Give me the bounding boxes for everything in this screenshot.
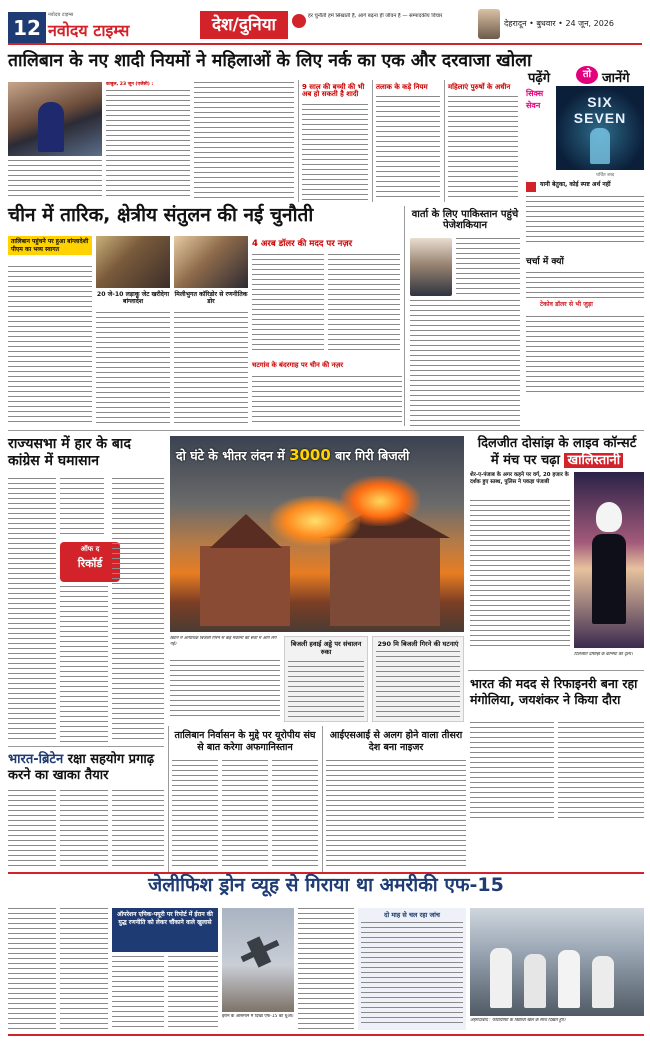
taliban-photo <box>8 82 102 156</box>
page-number: 12 <box>8 12 46 44</box>
china-sub-dollar: 4 अरब डॉलर की मदद पर नज़र <box>252 239 353 249</box>
london-box1-title: बिजली हवाई अड्डे पर संचालन रुका <box>290 640 362 656</box>
masthead-quote: हर चुनौती हमें सिखाती है, आगे बढ़ना ही जीवन है — सम्पादकीय विचार <box>308 13 443 19</box>
poster-line2: SEVEN <box>573 110 627 126</box>
brand-logo: नवोदय टाइम्स <box>48 21 130 40</box>
six-seven-poster <box>556 86 644 170</box>
london-caption: ब्रिटेन में अत्यधिक बिजली गिरने से कई मकानों की छतों में आग लग गई। <box>170 636 277 647</box>
sidebar-label-bottom: सेवन <box>526 101 541 110</box>
masthead-date-value: 24 जून, 2026 <box>565 19 614 28</box>
isis-headline: आईएसआई से अलग होने वाला तीसरा देश बना नाइजर <box>329 730 463 753</box>
diljit-photo <box>574 472 644 648</box>
off-the-record-badge <box>60 542 120 582</box>
diljit-headline <box>470 436 644 469</box>
congress-headline: राज्यसभा में हार के बाद कांग्रेस में घमासान <box>8 436 131 469</box>
taliban-sub2: तलाक के कड़े नियम <box>376 83 428 91</box>
pakistan-headline: वार्ता के लिए पाकिस्तान पहुंचे पेजेशकियान <box>411 209 519 231</box>
sidebar-title <box>526 66 644 86</box>
china-cap2: मिलीभुगत कॉरिडोर से रणनीतिक डोर <box>174 291 248 305</box>
masthead-date: देहरादून • बुधवार • 24 जून, 2026 <box>504 19 614 28</box>
china-sub-chittagong: चटगांव के बंदरगाह पर चीन की नज़र <box>252 361 344 369</box>
sidebar-sub3: टेकोव डॉलर से भी जुड़ा <box>540 301 593 308</box>
london-box2-title: 290 मि बिजली गिरने की घटनाएं <box>377 640 459 648</box>
taliban-dateline: काबुल, 23 जून (एजेंसी) : <box>106 82 154 87</box>
diljit-caption: दिलजीत दोसांझ के कॉन्सर्ट का दृश्य। <box>574 652 633 657</box>
india-britain-blue: भारत-ब्रिटेन <box>8 752 64 767</box>
diljit-headline-b: में मंच पर चढ़ा <box>490 453 560 468</box>
jellyfish-box-left: ऑपरेशन एपिक-फ्यूरी पर रिपोर्ट में ईरान की युद्ध रणनीति को लेकर चौंकाने वाले खुलासे <box>112 908 218 952</box>
taliban-eu-headline: तालिबान निर्वासन के मुद्दे पर यूरोपीय संघ से बात करेगा अफगानिस्तान <box>174 730 316 753</box>
taliban-headline: तालिबान के नए शादी नियमों ने महिलाओं के लिए नर्क का एक और दरवाजा खोला <box>8 51 532 71</box>
china-box-text: तालिबान पहुंचने पर हुआ बांग्लादेशी पीएम का भव्य स्वागत <box>8 236 92 255</box>
china-photo1 <box>96 236 170 288</box>
diljit-sub: शेर-ए-पंजाब के अगर कहने पर वर्ग, 20 हजार के दर्शक हुए स्तब्ध, पुलिस ने पकड़ा पंजाबी <box>470 472 569 485</box>
badge-bottom: रिकॉर्ड <box>77 557 103 570</box>
london-headline-post: बार गिरी बिजली <box>330 448 410 463</box>
sidebar-label-top: सिक्स <box>526 89 544 98</box>
masthead-city: देहरादून <box>504 19 527 28</box>
section-title: देश/दुनिया <box>200 11 288 39</box>
sidebar-credit: चर्चित शब्द <box>596 173 615 178</box>
china-photo2 <box>174 236 248 288</box>
badge-top: ऑफ द <box>80 545 100 553</box>
london-headline-pre: दो घंटे के भीतर लंदन में <box>176 448 290 463</box>
jellyfish-caption: ईरान के आसमान में दिखा एफ-15 का धुआं। <box>222 1014 294 1019</box>
masthead-day: बुधवार <box>536 19 556 28</box>
poster-line1: SIX <box>587 94 613 110</box>
jellyfish-headline: जेलीफिश ड्रोन व्यूह से गिराया था अमरीकी एफ-15 <box>148 874 504 896</box>
masthead-rule <box>8 43 642 45</box>
sidebar-title-badge: तो <box>576 66 598 84</box>
london-box2 <box>372 636 464 722</box>
india-britain-rest: रक्षा सहयोग प्रगाढ़ करने का खाका तैयार <box>8 752 155 783</box>
sidebar-sub2: चर्चा में क्यों <box>526 257 564 267</box>
taliban-sub3: महिलाएं पुरुषों के अधीन <box>448 83 511 91</box>
drone-caption: अहमदाबाद : फोटोग्राफी के विद्यार्थी खेल के साथ दिखते हुए। <box>470 1018 566 1023</box>
jellyfish-box-right <box>358 908 466 1030</box>
london-headline-number: 3000 <box>289 446 331 464</box>
drone-photo <box>470 908 644 1016</box>
china-box <box>8 236 92 426</box>
pakistan-photo <box>410 238 452 296</box>
sidebar-title-right: जानेंगे <box>602 71 630 86</box>
london-box1 <box>284 636 368 722</box>
taliban-sub1: 9 साल की बच्ची की भी अब हो सकती है शादी <box>302 83 365 99</box>
london-photo <box>170 436 464 632</box>
sidebar-sub1: यानी बेतुका, कोई स्पष्ट अर्थ नहीं <box>540 181 611 188</box>
f15-photo <box>222 908 294 1012</box>
china-headline: चीन में तारिक, क्षेत्रीय संतुलन की नई चुनौती <box>8 204 314 226</box>
sidebar-title-left: पढ़ेंगे <box>528 71 551 86</box>
diljit-headline-a: दिलजीत दोसांझ के लाइव कॉन्सर्ट <box>477 436 637 451</box>
masthead <box>0 0 650 44</box>
sidebar-label <box>526 88 556 148</box>
china-cap1: 20 जे-10 लड़ाकू जेट खरीदेगा बांग्लादेश <box>96 291 170 305</box>
mongolia-headline: भारत की मदद से रिफाइनरी बना रहा मंगोलिया, जयशंकर ने किया दौरा <box>470 676 638 707</box>
london-headline <box>176 448 460 464</box>
quote-icon <box>292 14 306 28</box>
diljit-headline-c: खालिस्तानी <box>564 453 623 468</box>
brand-small: नवोदय टाइम्स <box>48 12 74 18</box>
jellyfish-box-right-title: दो माह से चल रहा जांच <box>384 911 440 919</box>
quote-author-photo <box>478 9 500 39</box>
india-britain-headline <box>8 752 168 784</box>
